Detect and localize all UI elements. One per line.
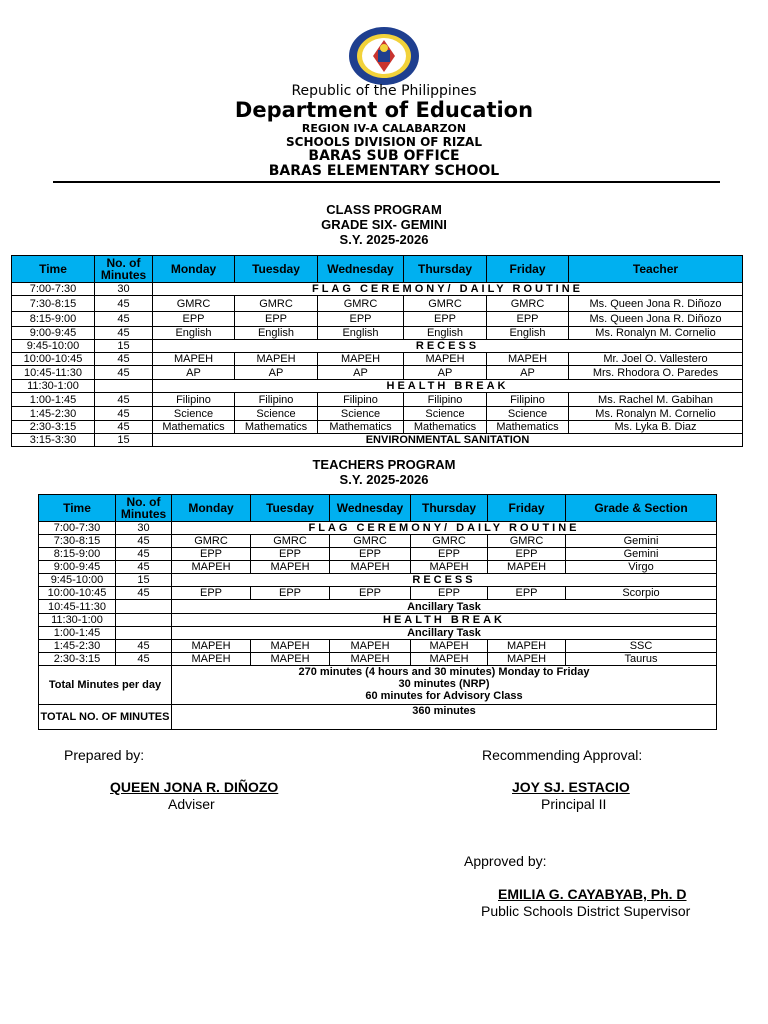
table-row	[39, 548, 717, 561]
column-header: Monday	[153, 256, 235, 283]
subject-cell: EPP	[235, 312, 318, 327]
time-cell: 7:00-7:30	[12, 283, 95, 296]
table-row	[39, 614, 717, 627]
column-header: Friday	[488, 495, 566, 522]
school-heading: BARAS ELEMENTARY SCHOOL	[268, 163, 500, 179]
prepared-by-label: Prepared by:	[64, 747, 145, 763]
table-row	[39, 574, 717, 587]
minutes-cell	[116, 627, 172, 640]
subject-cell: AP	[404, 366, 487, 380]
column-header: Teacher	[569, 256, 743, 283]
time-cell: 7:00-7:30	[39, 522, 116, 535]
subject-cell: EPP	[330, 548, 411, 561]
subject-cell: English	[318, 327, 404, 340]
time-cell: 11:30-1:00	[39, 614, 116, 627]
approved-by-title: Public Schools District Supervisor	[481, 903, 691, 919]
subject-cell: EPP	[330, 587, 411, 600]
column-header: Thursday	[404, 256, 487, 283]
column-header: Tuesday	[251, 495, 330, 522]
section-cell: Scorpio	[566, 587, 717, 600]
time-cell: 2:30-3:15	[39, 653, 116, 666]
total-line: 60 minutes for Advisory Class	[365, 690, 523, 702]
subject-cell: MAPEH	[330, 561, 411, 574]
table-row	[12, 421, 743, 434]
table-row	[39, 705, 717, 730]
minutes-cell: 45	[116, 653, 172, 666]
table-row	[39, 561, 717, 574]
class-program-sy: S.Y. 2025-2026	[339, 232, 429, 247]
time-cell: 10:00-10:45	[12, 353, 95, 366]
table-row	[12, 434, 743, 447]
approved-by-name: EMILIA G. CAYABYAB, Ph. D	[498, 886, 687, 902]
table-row	[12, 366, 743, 380]
time-cell: 9:45-10:00	[12, 340, 95, 353]
merged-activity-cell: Ancillary Task	[172, 600, 717, 614]
minutes-cell: 15	[95, 340, 153, 353]
subject-cell: AP	[318, 366, 404, 380]
subject-cell: MAPEH	[172, 640, 251, 653]
time-cell: 8:15-9:00	[12, 312, 95, 327]
table-row	[39, 600, 717, 614]
subject-cell: MAPEH	[411, 640, 488, 653]
subject-cell: GMRC	[153, 296, 235, 312]
minutes-cell: 45	[95, 393, 153, 407]
subject-cell: MAPEH	[235, 353, 318, 366]
total-no-label: TOTAL NO. OF MINUTES	[39, 705, 172, 730]
time-cell: 1:45-2:30	[39, 640, 116, 653]
subject-cell: MAPEH	[411, 653, 488, 666]
subject-cell: Mathematics	[404, 421, 487, 434]
time-cell: 1:00-1:45	[12, 393, 95, 407]
merged-activity-cell: RECESS	[172, 574, 717, 587]
subject-cell: AP	[235, 366, 318, 380]
division-heading: SCHOOLS DIVISION OF RIZAL	[286, 135, 482, 149]
subject-cell: Mathematics	[153, 421, 235, 434]
teacher-cell: Mr. Joel O. Vallestero	[569, 353, 743, 366]
column-header: Time	[39, 495, 116, 522]
subject-cell: EPP	[488, 587, 566, 600]
section-cell: Gemini	[566, 535, 717, 548]
minutes-cell: 45	[95, 327, 153, 340]
subject-cell: MAPEH	[251, 653, 330, 666]
teacher-cell: Ms. Lyka B. Diaz	[569, 421, 743, 434]
minutes-cell: 45	[95, 296, 153, 312]
subject-cell: English	[487, 327, 569, 340]
minutes-cell: 45	[95, 366, 153, 380]
table-row	[12, 296, 743, 312]
minutes-cell	[116, 614, 172, 627]
teacher-cell: Ms. Queen Jona R. Diñozo	[569, 312, 743, 327]
teacher-cell: Ms. Queen Jona R. Diñozo	[569, 296, 743, 312]
subject-cell: Science	[487, 407, 569, 421]
time-cell: 1:45-2:30	[12, 407, 95, 421]
subject-cell: MAPEH	[251, 561, 330, 574]
subject-cell: Science	[153, 407, 235, 421]
subject-cell: MAPEH	[330, 653, 411, 666]
subject-cell: EPP	[153, 312, 235, 327]
subject-cell: English	[235, 327, 318, 340]
table-row	[12, 393, 743, 407]
subject-cell: AP	[153, 366, 235, 380]
minutes-cell	[95, 380, 153, 393]
merged-activity-cell: FLAG CEREMONY/ DAILY ROUTINE	[153, 283, 743, 296]
subject-cell: GMRC	[251, 535, 330, 548]
merged-activity-cell: FLAG CEREMONY/ DAILY ROUTINE	[172, 522, 717, 535]
minutes-cell: 15	[95, 434, 153, 447]
section-cell: Taurus	[566, 653, 717, 666]
subject-cell: Science	[318, 407, 404, 421]
subject-cell: EPP	[488, 548, 566, 561]
minutes-cell: 45	[116, 548, 172, 561]
subject-cell: GMRC	[318, 296, 404, 312]
class-program-grade: GRADE SIX- GEMINI	[321, 217, 447, 232]
sub-office-heading: BARAS SUB OFFICE	[308, 148, 460, 164]
table-row	[39, 535, 717, 548]
minutes-cell: 45	[95, 353, 153, 366]
time-cell: 10:00-10:45	[39, 587, 116, 600]
subject-cell: MAPEH	[404, 353, 487, 366]
subject-cell: Filipino	[487, 393, 569, 407]
teacher-cell: Ms. Ronalyn M. Cornelio	[569, 327, 743, 340]
column-header: Time	[12, 256, 95, 283]
table-row	[12, 312, 743, 327]
table-row	[12, 353, 743, 366]
prepared-by-title: Adviser	[168, 796, 215, 812]
column-header: Wednesday	[318, 256, 404, 283]
subject-cell: EPP	[251, 587, 330, 600]
subject-cell: EPP	[172, 548, 251, 561]
minutes-cell: 30	[116, 522, 172, 535]
table-row	[12, 340, 743, 353]
time-cell: 11:30-1:00	[12, 380, 95, 393]
table-row	[12, 407, 743, 421]
teacher-cell: Ms. Ronalyn M. Cornelio	[569, 407, 743, 421]
minutes-cell: 45	[116, 561, 172, 574]
time-cell: 9:45-10:00	[39, 574, 116, 587]
teacher-cell: Mrs. Rhodora O. Paredes	[569, 366, 743, 380]
time-cell: 7:30-8:15	[12, 296, 95, 312]
table-row	[12, 380, 743, 393]
subject-cell: Filipino	[235, 393, 318, 407]
subject-cell: GMRC	[330, 535, 411, 548]
table-row	[12, 283, 743, 296]
time-cell: 1:00-1:45	[39, 627, 116, 640]
prepared-by-name: QUEEN JONA R. DIÑOZO	[110, 779, 279, 795]
time-cell: 3:15-3:30	[12, 434, 95, 447]
merged-activity-cell: Ancillary Task	[172, 627, 717, 640]
recommending-title: Principal II	[541, 796, 607, 812]
table-row	[39, 653, 717, 666]
subject-cell: MAPEH	[411, 561, 488, 574]
subject-cell: EPP	[411, 587, 488, 600]
subject-cell: GMRC	[172, 535, 251, 548]
subject-cell: Mathematics	[235, 421, 318, 434]
merged-activity-cell: ENVIRONMENTAL SANITATION	[153, 434, 743, 447]
time-cell: 9:00-9:45	[39, 561, 116, 574]
total-per-day-value	[172, 666, 717, 705]
approved-by-label: Approved by:	[464, 853, 547, 869]
subject-cell: GMRC	[235, 296, 318, 312]
minutes-cell: 15	[116, 574, 172, 587]
teachers-program-table	[38, 494, 717, 730]
subject-cell: MAPEH	[251, 640, 330, 653]
column-header: Tuesday	[235, 256, 318, 283]
section-cell: Virgo	[566, 561, 717, 574]
header-divider	[53, 181, 720, 183]
subject-cell: GMRC	[488, 535, 566, 548]
subject-cell: English	[153, 327, 235, 340]
column-header: Monday	[172, 495, 251, 522]
subject-cell: MAPEH	[330, 640, 411, 653]
column-header: Wednesday	[330, 495, 411, 522]
time-cell: 2:30-3:15	[12, 421, 95, 434]
subject-cell: MAPEH	[172, 561, 251, 574]
region-heading: REGION IV-A CALABARZON	[301, 122, 467, 135]
deped-seal-logo	[347, 26, 421, 86]
total-line: 30 minutes (NRP)	[398, 678, 490, 690]
subject-cell: Filipino	[404, 393, 487, 407]
subject-cell: MAPEH	[172, 653, 251, 666]
subject-cell: MAPEH	[488, 640, 566, 653]
subject-cell: EPP	[487, 312, 569, 327]
subject-cell: Mathematics	[318, 421, 404, 434]
subject-cell: Science	[235, 407, 318, 421]
subject-cell: EPP	[404, 312, 487, 327]
minutes-cell: 45	[116, 535, 172, 548]
republic-heading: Republic of the Philippines	[291, 83, 477, 99]
class-program-title: CLASS PROGRAM	[326, 202, 442, 217]
subject-cell: GMRC	[411, 535, 488, 548]
section-cell: SSC	[566, 640, 717, 653]
total-per-day-label: Total Minutes per day	[39, 666, 172, 705]
merged-activity-cell: HEALTH BREAK	[172, 614, 717, 627]
minutes-cell: 45	[95, 421, 153, 434]
recommending-name: JOY SJ. ESTACIO	[512, 779, 630, 795]
time-cell: 7:30-8:15	[39, 535, 116, 548]
minutes-cell: 45	[116, 640, 172, 653]
subject-cell: MAPEH	[488, 561, 566, 574]
time-cell: 8:15-9:00	[39, 548, 116, 561]
subject-cell: EPP	[411, 548, 488, 561]
section-cell: Gemini	[566, 548, 717, 561]
time-cell: 10:45-11:30	[39, 600, 116, 614]
column-header: No. of Minutes	[95, 256, 153, 283]
table-row	[39, 640, 717, 653]
teachers-program-title: TEACHERS PROGRAM	[312, 457, 456, 472]
department-heading: Department of Education	[234, 98, 534, 122]
subject-cell: EPP	[251, 548, 330, 561]
merged-activity-cell: RECESS	[153, 340, 743, 353]
subject-cell: MAPEH	[318, 353, 404, 366]
subject-cell: Filipino	[153, 393, 235, 407]
table-row	[39, 627, 717, 640]
subject-cell: MAPEH	[488, 653, 566, 666]
minutes-cell: 45	[95, 407, 153, 421]
time-cell: 10:45-11:30	[12, 366, 95, 380]
time-cell: 9:00-9:45	[12, 327, 95, 340]
subject-cell: Filipino	[318, 393, 404, 407]
minutes-cell: 45	[116, 587, 172, 600]
subject-cell: GMRC	[487, 296, 569, 312]
teachers-program-sy: S.Y. 2025-2026	[339, 472, 429, 487]
merged-activity-cell: HEALTH BREAK	[153, 380, 743, 393]
table-row	[39, 666, 717, 705]
subject-cell: AP	[487, 366, 569, 380]
total-no-value: 360 minutes	[172, 705, 717, 730]
column-header: No. of Minutes	[116, 495, 172, 522]
subject-cell: Mathematics	[487, 421, 569, 434]
subject-cell: Science	[404, 407, 487, 421]
subject-cell: GMRC	[404, 296, 487, 312]
class-program-table	[11, 255, 743, 447]
table-row	[39, 587, 717, 600]
column-header: Friday	[487, 256, 569, 283]
subject-cell: MAPEH	[487, 353, 569, 366]
minutes-cell: 45	[95, 312, 153, 327]
column-header: Thursday	[411, 495, 488, 522]
total-line: 270 minutes (4 hours and 30 minutes) Monday to Friday	[298, 666, 590, 678]
subject-cell: MAPEH	[153, 353, 235, 366]
minutes-cell: 30	[95, 283, 153, 296]
teacher-cell: Ms. Rachel M. Gabihan	[569, 393, 743, 407]
subject-cell: EPP	[172, 587, 251, 600]
minutes-cell	[116, 600, 172, 614]
column-header: Grade & Section	[566, 495, 717, 522]
subject-cell: English	[404, 327, 487, 340]
recommending-label: Recommending Approval:	[482, 747, 643, 763]
subject-cell: EPP	[318, 312, 404, 327]
table-row	[39, 522, 717, 535]
table-row	[12, 327, 743, 340]
